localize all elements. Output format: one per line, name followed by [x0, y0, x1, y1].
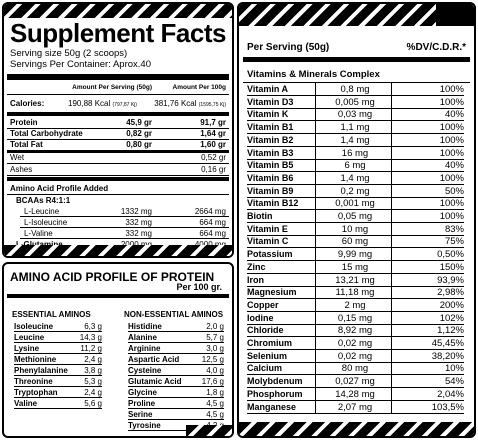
vitamin-dv: 10%	[444, 363, 464, 375]
nutrient-label: Ashes	[10, 165, 33, 174]
vitamin-amount: 0,027 mg	[335, 376, 375, 388]
vitamin-dv: 100%	[439, 172, 464, 184]
divider	[7, 112, 229, 116]
vitamin-name: Calcium	[247, 363, 283, 374]
vitamin-row	[247, 148, 464, 159]
vitamin-amount: 9,99 mg	[337, 249, 373, 261]
calories-per100: 381,76 Kcal (1595,75 Kj)	[154, 99, 226, 108]
nutrient-row	[10, 117, 226, 128]
amino-value: 6,3 g	[84, 322, 102, 331]
nutrient-per100: 0,16 gr	[201, 165, 226, 174]
column-headers	[10, 82, 226, 93]
vitamin-name: Vitamin K	[247, 109, 289, 120]
vitamin-dv: 100%	[439, 147, 464, 159]
amino-profile-subtitle: Per 100 gr.	[176, 282, 222, 292]
vitamin-dv: 1,12%	[437, 325, 464, 337]
vitamins-section-heading: Vitamins & Minerals Complex	[247, 69, 380, 80]
nutrient-serving: 45,9 gr	[126, 118, 152, 127]
divider	[243, 57, 470, 62]
amino-profile-row	[128, 398, 224, 409]
vitamin-name: Potassium	[247, 249, 293, 260]
vitamin-name: Vitamin A	[247, 84, 289, 94]
nonessential-heading: NON-ESSENTIAL AMINOS	[124, 310, 224, 319]
amino-name: Glutamic Acid	[128, 377, 182, 386]
amino-value: 4,5 g	[206, 399, 224, 408]
amino-value: 5,3 g	[84, 377, 102, 386]
amino-value: 5,7 g	[206, 333, 224, 342]
amino-name: Aspartic Acid	[128, 355, 180, 364]
col-header-100g: Amount Per 100g	[172, 84, 226, 91]
decorative-corner	[436, 4, 474, 26]
vitamin-dv: 50%	[444, 185, 464, 197]
vitamin-amount: 2 mg	[344, 299, 366, 311]
vitamin-name: Zinc	[247, 261, 266, 272]
vitamin-dv: 100%	[439, 198, 464, 210]
vitamin-amount: 0,05 mg	[337, 211, 373, 222]
vitamin-dv: 150%	[439, 261, 464, 273]
nutrient-label: Total Fat	[10, 140, 43, 149]
vitamin-name: Phosphorum	[247, 388, 303, 399]
amino-name: Serine	[128, 410, 153, 419]
vitamin-amount: 0,005 mg	[335, 96, 375, 108]
vitamin-name: Vitamin B2	[247, 134, 294, 145]
amino-value: 2,4 g	[84, 355, 102, 364]
amino-label: L-Leucine	[24, 207, 60, 216]
divider	[7, 177, 229, 181]
amino-profile-row	[14, 321, 102, 332]
divider	[7, 74, 229, 80]
vitamin-name: Manganese	[247, 401, 297, 412]
vitamin-dv: 2,98%	[437, 287, 464, 299]
vitamin-amount: 15 mg	[341, 261, 369, 273]
amino-value: 4,0 g	[206, 366, 224, 375]
vitamin-name: Vitamin B9	[247, 185, 294, 196]
vitamin-name: Vitamin E	[247, 223, 288, 234]
vitamin-amount: 0,8 mg	[340, 84, 370, 95]
nutrient-per100: 1,64 gr	[200, 129, 226, 138]
col-header-serving: Amount Per Serving (50g)	[72, 84, 152, 91]
amino-serving: 332 mg	[125, 229, 152, 238]
amino-name: Phenylalanine	[14, 366, 68, 375]
vitamin-name: Vitamin D3	[247, 96, 294, 107]
vitamin-name: Vitamin B6	[247, 172, 294, 183]
decorative-stripes	[239, 422, 474, 436]
vitamin-row	[247, 236, 464, 247]
amino-serving: 1332 mg	[120, 207, 152, 216]
amino-profile-row	[14, 354, 102, 365]
vitamin-row	[247, 109, 464, 120]
vitamin-row	[247, 84, 464, 95]
amino-name: Lysine	[14, 344, 40, 353]
amino-name: Histidine	[128, 322, 162, 331]
amino-value: 17,6 g	[201, 377, 224, 386]
vitamin-amount: 0,2 mg	[340, 185, 370, 197]
decorative-stripes	[4, 245, 232, 256]
vitamin-amount: 8,92 mg	[337, 325, 373, 337]
amino-name: Alanine	[128, 333, 157, 342]
vitamin-row	[247, 97, 464, 108]
amino-per100: 2664 mg	[194, 207, 226, 216]
divider	[7, 175, 229, 176]
amino-name: Arginine	[128, 344, 161, 353]
nutrient-per100: 1,60 gr	[200, 140, 226, 149]
vitamin-name: Vitamin C	[247, 236, 289, 247]
vitamin-name: Molybdenum	[247, 376, 303, 387]
vitamin-amount: 11,18 mg	[335, 287, 375, 299]
nutrient-row	[10, 139, 226, 150]
vitamin-row	[247, 122, 464, 133]
amino-profile-title: AMINO ACID PROFILE OF PROTEIN	[10, 270, 215, 284]
amino-profile-row	[128, 387, 224, 398]
supplement-facts-title: Supplement Facts	[10, 18, 226, 48]
vitamin-row	[247, 363, 464, 374]
vitamin-row	[247, 249, 464, 260]
amino-profile-row	[128, 343, 224, 354]
vitamin-amount: 14,28 mg	[335, 388, 375, 400]
amino-value: 2,0 g	[206, 322, 224, 331]
nutrient-serving: 0,80 gr	[126, 140, 152, 149]
vitamin-name: Vitamin B3	[247, 147, 294, 158]
divider	[7, 294, 229, 298]
row-underline	[14, 408, 102, 409]
vitamin-name: Iodine	[247, 312, 274, 323]
vitamin-dv: 75%	[444, 236, 464, 248]
bcaa-heading: BCAAs R4:1:1	[16, 196, 71, 205]
amino-profile-row	[14, 343, 102, 354]
vitamin-row	[247, 224, 464, 235]
vitamin-dv: 200%	[439, 299, 464, 311]
amino-profile-row	[14, 387, 102, 398]
vitamin-amount: 0,03 mg	[337, 109, 373, 121]
amino-name: Proline	[128, 399, 156, 408]
vitamin-dv: 102%	[439, 312, 464, 324]
amino-value: 12,5 g	[201, 355, 224, 364]
amino-value: 5,6 g	[84, 399, 102, 408]
amino-profile-row	[14, 365, 102, 376]
vitamin-dv: 38,20%	[431, 350, 464, 362]
decorative-stripes	[186, 425, 232, 436]
nutrient-label: Wet	[10, 153, 25, 162]
vitamin-amount: 1,4 mg	[340, 134, 370, 146]
amino-value: 2,4 g	[84, 388, 102, 397]
nutrient-row	[10, 128, 226, 139]
vitamin-amount: 80 mg	[341, 363, 369, 375]
amino-heading: Amino Acid Profile Added	[10, 184, 109, 193]
amino-name: Tryptophan	[14, 388, 58, 397]
vitamin-dv: 100%	[439, 96, 464, 108]
vitamin-amount: 10 mg	[341, 223, 369, 235]
amino-name: Valine	[14, 399, 38, 408]
vitamin-amount: 60 mg	[341, 236, 369, 248]
vitamin-dv: 93,9%	[437, 274, 464, 286]
vitamin-dv: 100%	[439, 211, 464, 222]
vitamin-row	[247, 262, 464, 273]
dv-header: %DV/C.D.R.*	[406, 42, 466, 53]
vitamin-name: Vitamin B5	[247, 160, 294, 171]
nutrient-label: Protein	[10, 118, 38, 127]
nutrient-per100: 91,7 gr	[200, 118, 226, 127]
amino-value: 14,3 g	[79, 333, 102, 342]
vitamin-row	[247, 186, 464, 197]
divider	[243, 82, 470, 83]
vitamin-row	[247, 160, 464, 171]
amino-value: 4,5 g	[206, 410, 224, 419]
vitamin-row	[247, 389, 464, 400]
amino-name: Cysteine	[128, 366, 162, 375]
vitamin-dv: 2,04%	[437, 388, 464, 400]
amino-profile-row	[128, 365, 224, 376]
nutrient-serving: 0,82 gr	[126, 129, 152, 138]
amino-profile-row	[14, 332, 102, 343]
amino-profile-panel	[2, 262, 234, 438]
amino-profile-row	[128, 321, 224, 332]
vitamin-name: Magnesium	[247, 287, 297, 298]
divider	[7, 94, 229, 95]
vitamin-amount: 1,4 mg	[340, 172, 370, 184]
vitamin-dv: 83%	[444, 223, 464, 235]
vitamin-row	[247, 275, 464, 286]
vitamin-name: Vitamin B12	[247, 198, 299, 209]
decorative-stripes	[4, 4, 232, 18]
vitamin-row	[247, 287, 464, 298]
vitamin-name: Biotin	[247, 211, 273, 221]
amino-per100: 664 mg	[199, 218, 226, 227]
calories-label: Calories:	[10, 99, 45, 108]
vitamin-amount: 2,07 mg	[337, 401, 373, 413]
vitamin-row	[247, 402, 464, 413]
amino-value: 3,0 g	[206, 344, 224, 353]
vitamin-amount: 13,21 mg	[335, 274, 375, 286]
amino-name: Threonine	[14, 377, 53, 386]
vitamin-row	[247, 211, 464, 222]
vitamin-amount: 0,15 mg	[337, 312, 373, 324]
supplement-facts-panel	[2, 2, 234, 258]
amino-value: 1,8 g	[206, 388, 224, 397]
vitamin-name: Iron	[247, 274, 264, 285]
vitamin-amount: 0,02 mg	[337, 350, 373, 362]
amino-name: Glycine	[128, 388, 157, 397]
vitamin-row	[247, 300, 464, 311]
row-divider	[247, 413, 464, 414]
amino-label: L-Isoleucine	[24, 218, 68, 227]
vitamin-row	[247, 173, 464, 184]
serving-info	[10, 48, 151, 70]
calories-serving: 190,88 Kcal (797,87 Kj)	[68, 99, 137, 108]
amino-value: 11,2 g	[80, 344, 102, 353]
vitamin-row	[247, 325, 464, 336]
essential-heading: ESSENTIAL AMINOS	[12, 310, 91, 319]
nutrient-row	[10, 164, 226, 175]
vitamin-dv: 103,5%	[431, 401, 464, 413]
per-serving-header: Per Serving (50g)	[247, 42, 330, 53]
vitamin-name: Selenium	[247, 350, 288, 361]
vitamin-name: Chromium	[247, 338, 292, 348]
nutrient-row	[10, 152, 226, 163]
amino-per100: 664 mg	[199, 229, 226, 238]
vitamin-name: Vitamin B1	[247, 122, 294, 133]
vitamin-name: Copper	[247, 299, 279, 310]
serving-size: Serving size 50g (2 scoops)	[10, 48, 128, 59]
vitamin-dv: 100%	[439, 122, 464, 134]
vitamin-row	[247, 313, 464, 324]
vitamin-dv: 45,45%	[431, 338, 464, 349]
vitamin-amount: 0,02 mg	[337, 338, 373, 349]
vitamin-name: Chloride	[247, 325, 284, 336]
vitamins-minerals-panel	[237, 2, 476, 438]
amino-label: L-Valine	[24, 229, 53, 238]
amino-profile-row	[14, 376, 102, 387]
vitamin-amount: 0,001 mg	[335, 198, 375, 210]
vitamin-dv: 54%	[444, 376, 464, 388]
amino-profile-row	[128, 354, 224, 365]
vitamin-dv: 0,50%	[437, 249, 464, 261]
vitamin-dv: 100%	[439, 84, 464, 95]
amino-profile-row	[128, 332, 224, 343]
amino-name: Leucine	[14, 333, 45, 342]
amino-profile-row	[14, 398, 102, 409]
vitamin-row	[247, 376, 464, 387]
amino-serving: 332 mg	[125, 218, 152, 227]
amino-profile-row	[128, 409, 224, 420]
servings-per-container: Servings Per Container: Aprox.40	[10, 59, 151, 70]
vitamin-row	[247, 198, 464, 209]
vitamin-dv: 40%	[444, 109, 464, 121]
vitamin-amount: 16 mg	[341, 147, 369, 159]
vitamin-amount: 6 mg	[344, 160, 366, 172]
vitamin-row	[247, 351, 464, 362]
vitamin-row	[247, 338, 464, 349]
vitamin-amount: 1,1 mg	[340, 122, 370, 134]
amino-profile-row	[128, 376, 224, 387]
amino-name: Methionine	[14, 355, 57, 364]
amino-name: Tyrosine	[128, 421, 161, 430]
vitamin-row	[247, 135, 464, 146]
vitamin-dv: 40%	[444, 160, 464, 172]
amino-value: 3,8 g	[84, 366, 102, 375]
nutrient-label: Total Carbohydrate	[10, 129, 83, 138]
vitamin-dv: 100%	[439, 134, 464, 146]
nutrient-per100: 0,52 gr	[201, 153, 226, 162]
amino-name: Isoleucine	[14, 322, 54, 331]
calories-row	[10, 98, 226, 109]
